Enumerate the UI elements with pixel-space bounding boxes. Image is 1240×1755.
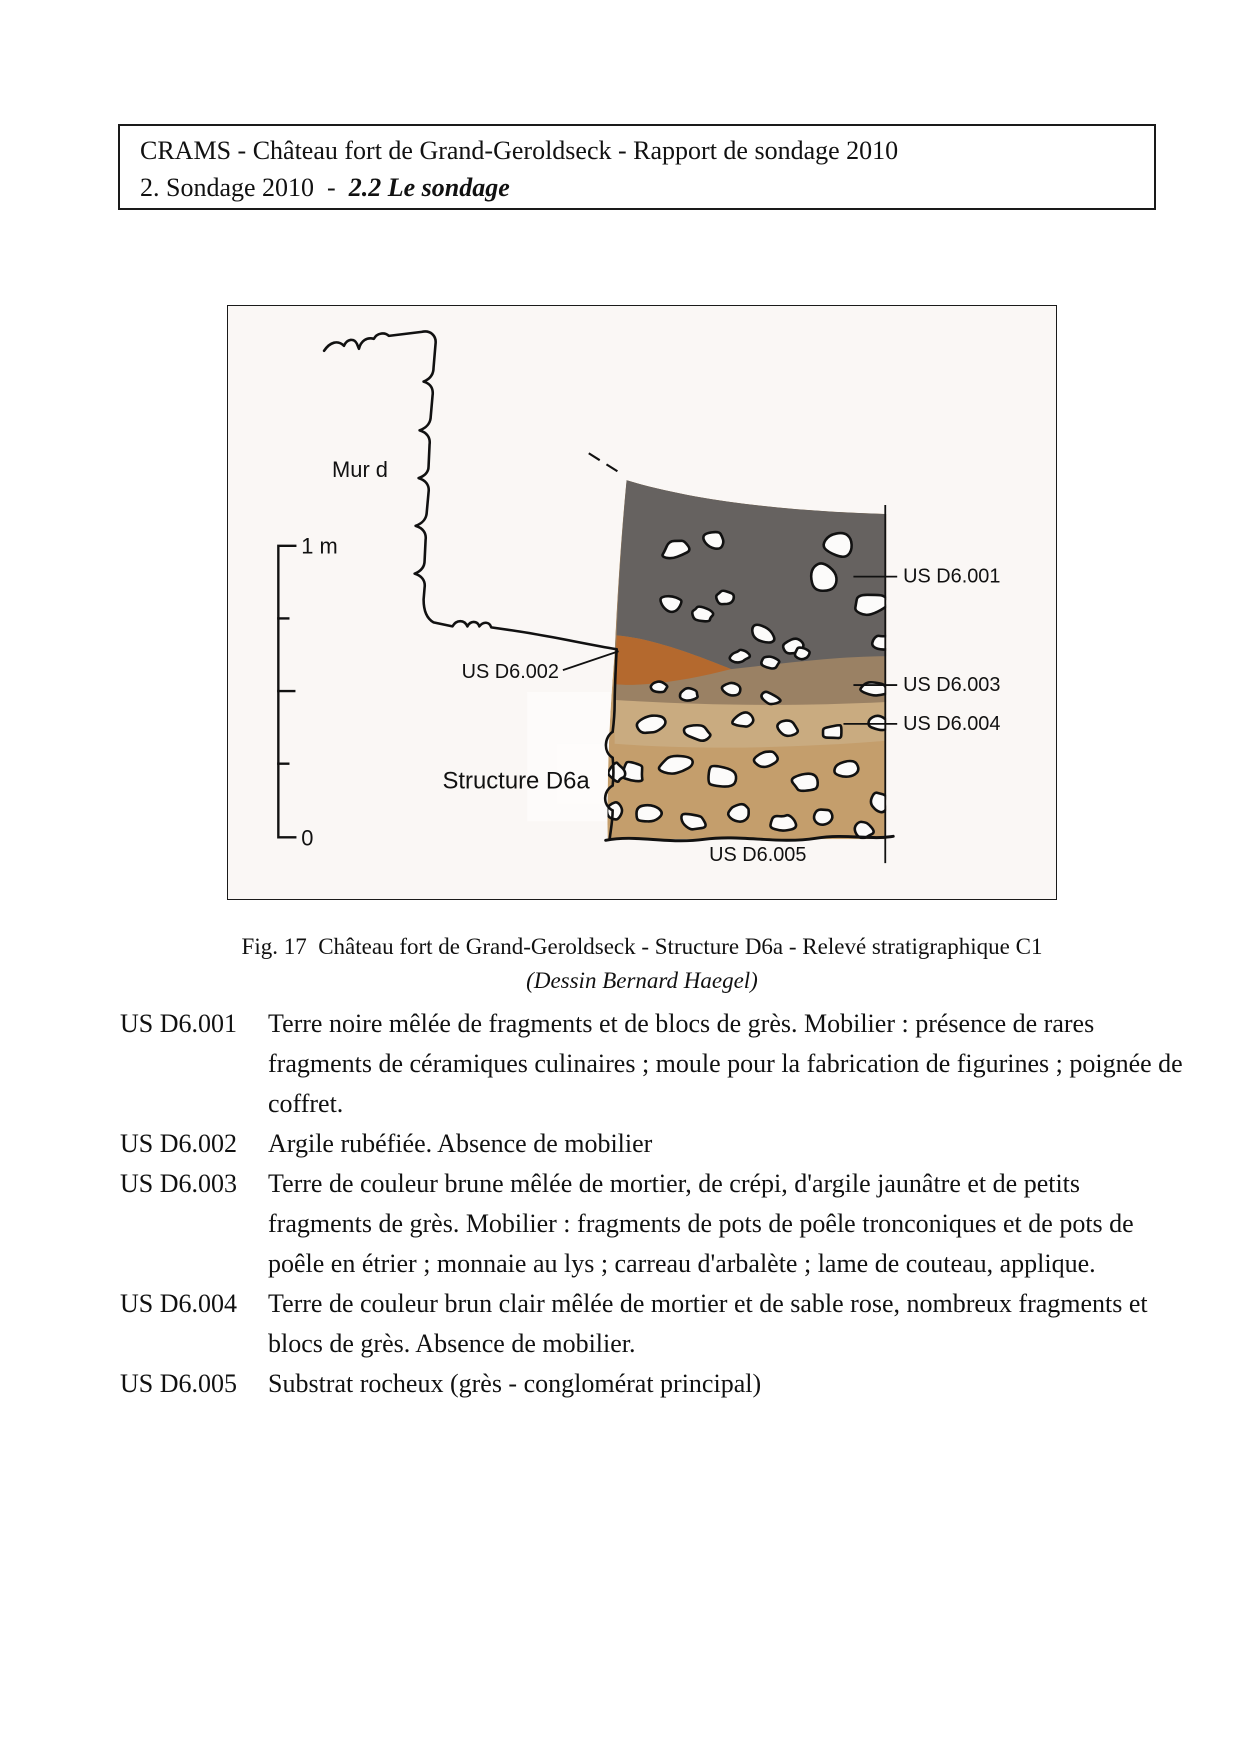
- us-description-row: [120, 1164, 1190, 1284]
- us-text-line: Terre de couleur brune mêlée de mortier, de crépi, d'argile jaunâtre et de petits: [268, 1169, 1081, 1198]
- sandstone-block: [651, 682, 667, 693]
- us-text: [268, 1124, 1190, 1164]
- sandstone-block: [637, 805, 662, 821]
- us-label: US D6.005: [120, 1369, 238, 1398]
- stratigraphy-drawing: [228, 306, 1055, 898]
- label-structure-d6a: Structure D6a: [442, 767, 590, 795]
- sandstone-block: [770, 815, 796, 830]
- figure-stratigraphic-section: [227, 305, 1057, 900]
- header-line1: CRAMS - Château fort de Grand-Geroldseck - Rapport de sondage 2010: [140, 136, 899, 165]
- sandstone-block: [792, 774, 818, 791]
- us-label: US D6.003: [120, 1169, 238, 1198]
- us-descriptions-list: [120, 1004, 1190, 1404]
- sandstone-block: [709, 766, 737, 787]
- us-label: US D6.004: [120, 1289, 238, 1318]
- us-text-line: Terre de couleur brun clair mêlée de mortier et de sable rose, nombreux fragments et: [268, 1289, 1148, 1318]
- us-label: US D6.001: [120, 1009, 238, 1038]
- figure-caption: Fig. 17 Château fort de Grand-Geroldseck - Structure D6a - Relevé stratigraphique C1: [241, 934, 1043, 959]
- header-line2: [140, 172, 1144, 204]
- us-text-line: fragments de grès. Mobilier : fragments de pots de poêle tronconiques et de pots de: [268, 1209, 1134, 1238]
- sandstone-block: [692, 607, 713, 622]
- sandstone-block: [834, 761, 858, 777]
- label-us001: US D6.001: [903, 565, 1001, 588]
- us-text-line: Terre noire mêlée de fragments et de blocs de grès. Mobilier : présence de rares: [268, 1009, 1095, 1038]
- figure-caption-credit: (Dessin Bernard Haegel): [526, 968, 758, 993]
- sandstone-block: [722, 683, 740, 696]
- label-us002: US D6.002: [461, 661, 559, 684]
- sandstone-block: [607, 802, 622, 819]
- sandstone-block: [795, 648, 810, 660]
- us-text: [268, 1284, 1190, 1364]
- sandstone-block: [680, 688, 698, 700]
- us-text: [268, 1164, 1190, 1284]
- scale-bottom-label: 0: [301, 825, 314, 851]
- label-us003: US D6.003: [903, 674, 1001, 697]
- us-text-line: poêle en étrier ; monnaie au lys ; carreau d'arbalète ; lame de couteau, applique.: [268, 1249, 1096, 1278]
- sandstone-block: [728, 804, 748, 821]
- label-us005: US D6.005: [709, 844, 807, 867]
- us-description-row: [120, 1004, 1190, 1124]
- sandstone-block: [681, 814, 705, 829]
- us-text-line: Argile rubéfiée. Absence de mobilier: [268, 1129, 653, 1158]
- sandstone-block: [761, 657, 779, 669]
- sandstone-block: [814, 810, 832, 825]
- us-description-row: [120, 1124, 1190, 1164]
- us-text: [268, 1364, 1190, 1404]
- header-line2-section-title: 2.2 Le sondage: [348, 173, 510, 202]
- us-text-line: fragments de céramiques culinaires ; moule pour la fabrication de figurines ; poignée de: [268, 1049, 1183, 1078]
- us-text-line: blocs de grès. Absence de mobilier.: [268, 1329, 636, 1358]
- label-mur-d: Mur d: [332, 457, 388, 483]
- header-line2-prefix: 2. Sondage 2010 -: [140, 173, 349, 202]
- sandstone-block: [716, 591, 734, 604]
- sandstone-block: [869, 716, 888, 730]
- us-text-line: coffret.: [268, 1089, 344, 1118]
- us-description-row: [120, 1364, 1190, 1404]
- scale-top-label: 1 m: [301, 533, 338, 559]
- us-text: [268, 1004, 1190, 1124]
- report-header: [118, 124, 1156, 210]
- sandstone-block: [823, 725, 841, 738]
- us-text-line: Substrat rocheux (grès - conglomérat principal): [268, 1369, 762, 1398]
- label-us004: US D6.004: [903, 712, 1001, 735]
- us-description-row: [120, 1284, 1190, 1364]
- us-label: US D6.002: [120, 1129, 238, 1158]
